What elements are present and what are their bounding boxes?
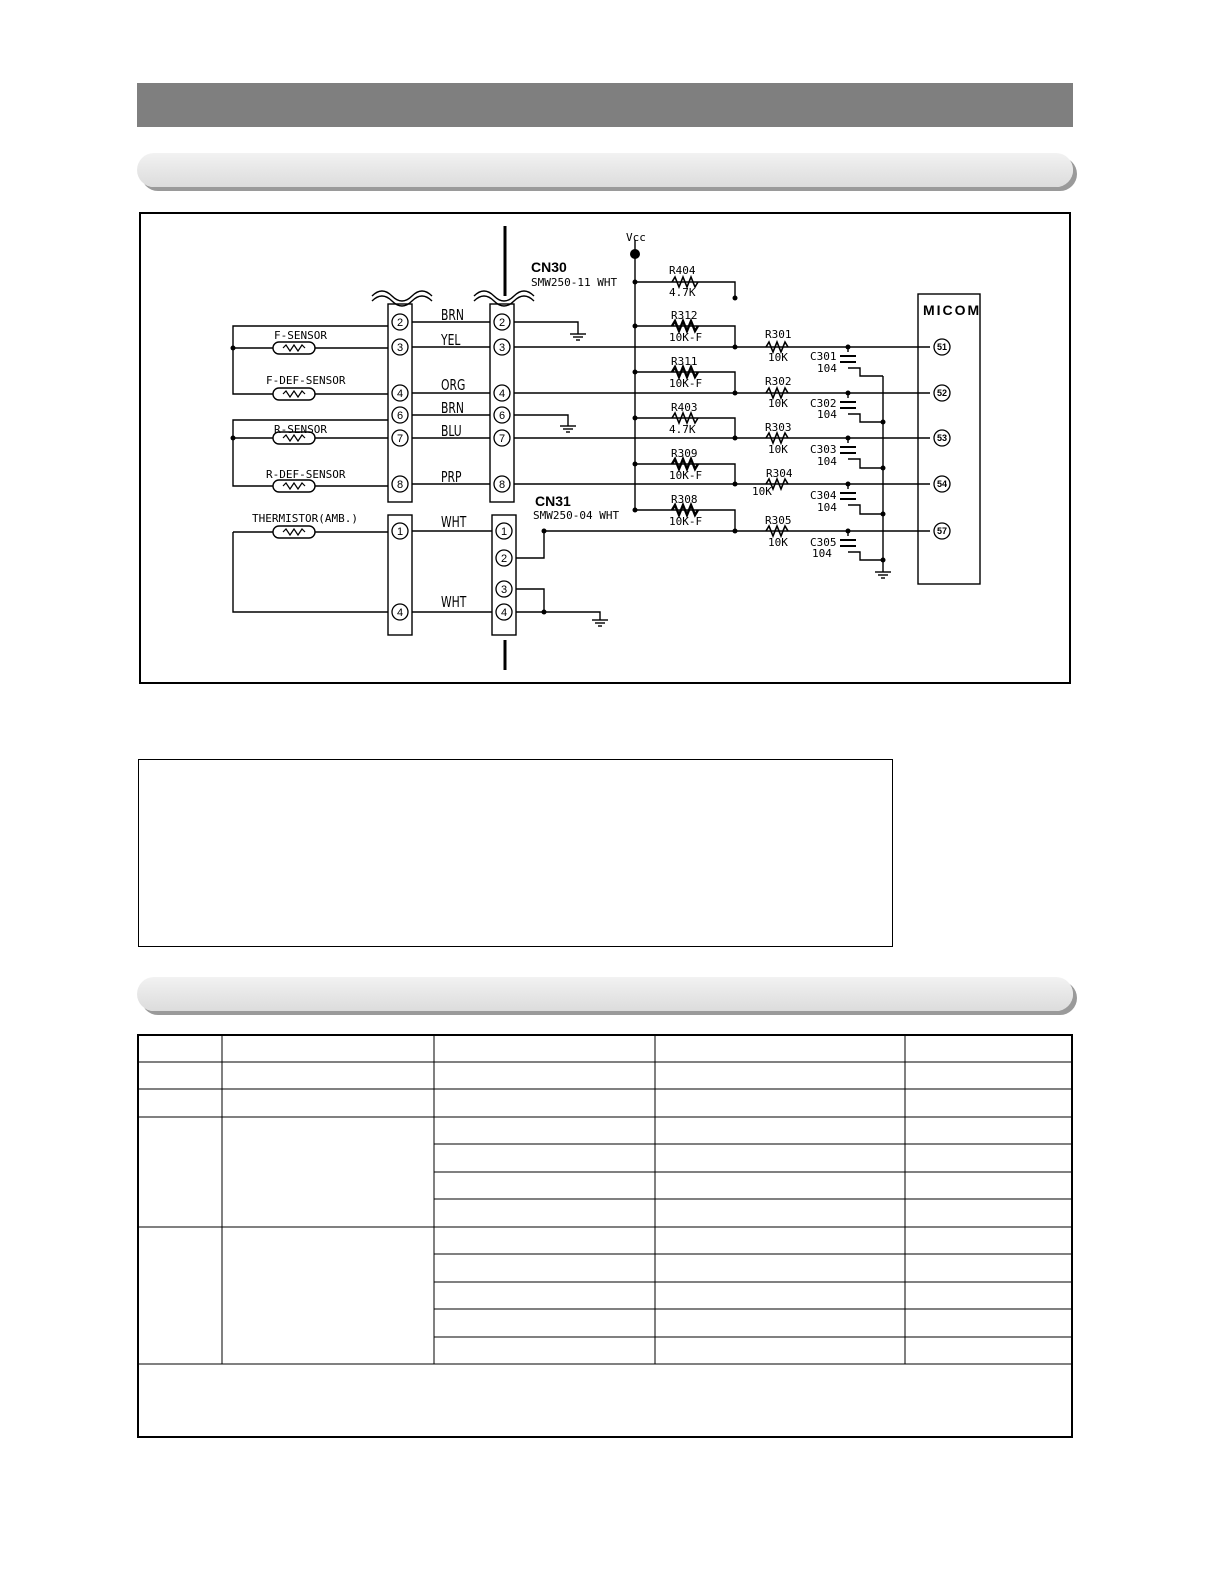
wire-color-label: WHT [441, 593, 467, 612]
cn30-pin-number: 4 [498, 388, 506, 400]
capacitor-ref: C303 [810, 443, 837, 456]
pullup-ref: R311 [671, 355, 698, 368]
cn31-pin-number: 1 [500, 526, 508, 538]
pullup-value: 10K-F [669, 515, 703, 528]
cn31-label: CN31 [535, 493, 571, 509]
series-resistor-value: 10K [768, 443, 788, 456]
series-resistor-ref: R305 [765, 514, 792, 527]
pullup-value: 10K-F [669, 331, 703, 344]
sensor-label: THERMISTOR(AMB.) [252, 512, 358, 525]
left-pin-number: 7 [396, 433, 404, 445]
left-pin-number: 8 [396, 479, 404, 491]
wire-color-label: PRP [441, 468, 462, 487]
pullup-ref: R404 [669, 264, 696, 277]
note-box [138, 759, 893, 947]
cn30-pin-number: 3 [498, 342, 506, 354]
micom-label: MICOM [923, 302, 982, 318]
cn31-pin-number: 3 [500, 584, 508, 596]
series-resistor-value: 10K [752, 485, 772, 498]
wire-color-label: YEL [441, 331, 461, 350]
capacitor-value: 104 [817, 455, 837, 468]
pullup-ref: R309 [671, 447, 698, 460]
cn31-pin-number: 4 [500, 607, 508, 619]
cn30-pin-number: 8 [498, 479, 506, 491]
capacitor-value: 104 [817, 501, 837, 514]
left-pin-number: 3 [396, 342, 404, 354]
subsection-header-2 [137, 977, 1073, 1011]
series-resistor-ref: R301 [765, 328, 792, 341]
wire-color-label: WHT [441, 513, 467, 532]
cn30-pin-number: 7 [498, 433, 506, 445]
wire-color-label: BRN [441, 306, 464, 325]
capacitor-ref: C302 [810, 397, 837, 410]
wire-color-label: ORG [441, 376, 466, 395]
capacitor-value: 104 [817, 408, 837, 421]
pullup-ref: R312 [671, 309, 698, 322]
left-pin-number: 6 [396, 410, 404, 422]
spec-table [137, 1034, 1073, 1438]
cn31-pin-number: 2 [500, 553, 508, 565]
micom-pin-number: 52 [936, 388, 948, 398]
capacitor-ref: C301 [810, 350, 837, 363]
series-resistor-ref: R303 [765, 421, 792, 434]
capacitor-value: 104 [812, 547, 832, 560]
vcc-node-icon [630, 249, 640, 259]
cn30-label: CN30 [531, 259, 567, 275]
micom-pin-number: 53 [936, 433, 948, 443]
left-pin-number: 4 [396, 607, 404, 619]
micom-pin-number: 57 [936, 526, 948, 536]
pullup-value: 10K-F [669, 469, 703, 482]
capacitor-ref: C305 [810, 536, 837, 549]
cn30-pin-number: 6 [498, 410, 506, 422]
series-resistor-ref: R302 [765, 375, 792, 388]
pullup-ref: R308 [671, 493, 698, 506]
pullup-value: 4.7K [669, 286, 696, 299]
left-pin-number: 2 [396, 317, 404, 329]
left-pin-number: 1 [396, 526, 404, 538]
sensor-label: R-SENSOR [274, 423, 327, 436]
series-resistor-value: 10K [768, 536, 788, 549]
micom-pin-number: 54 [936, 479, 948, 489]
cn31-part-label: SMW250-04 WHT [533, 509, 620, 522]
series-resistor-ref: R304 [766, 467, 793, 480]
capacitor-value: 104 [817, 362, 837, 375]
sensor-label: F-SENSOR [274, 329, 327, 342]
series-resistor-value: 10K [768, 351, 788, 364]
sensor-circuit-schematic [0, 0, 1224, 700]
vcc-label: Vcc [626, 231, 646, 244]
sensor-label: R-DEF-SENSOR [266, 468, 346, 481]
left-pin-number: 4 [396, 388, 404, 400]
wire-color-label: BLU [441, 422, 462, 441]
cn30-part-label: SMW250-11 WHT [531, 276, 618, 289]
series-resistor-value: 10K [768, 397, 788, 410]
capacitor-ref: C304 [810, 489, 837, 502]
micom-pin-number: 51 [936, 342, 948, 352]
sensor-label: F-DEF-SENSOR [266, 374, 346, 387]
cn30-pin-number: 2 [498, 317, 506, 329]
wire-color-label: BRN [441, 399, 464, 418]
pullup-value: 10K-F [669, 377, 703, 390]
pullup-ref: R403 [671, 401, 698, 414]
pullup-value: 4.7K [669, 423, 696, 436]
